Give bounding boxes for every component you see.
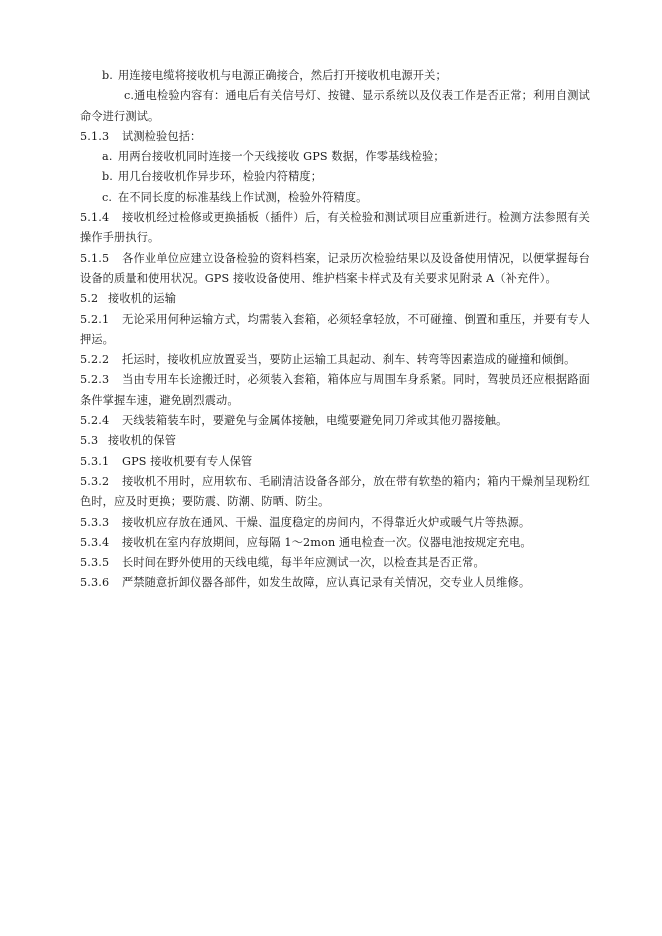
section-5-2-3 <box>80 370 590 411</box>
section-text: 长时间在野外使用的天线电缆，每半年应测试一次，以检查其是否正常。 <box>122 556 485 570</box>
item-5-1-3-a <box>80 147 590 167</box>
section-5-3-5 <box>80 553 590 573</box>
item-5-1-3-c <box>80 188 590 208</box>
section-5-3-3 <box>80 513 590 533</box>
section-5-3-2 <box>80 472 590 513</box>
section-text: 托运时，接收机应放置妥当，要防止运输工具起动、刹车、转弯等因素造成的碰撞和倾倒。 <box>122 353 576 367</box>
item-letter: c. <box>102 190 113 204</box>
section-number: 5.3.5 <box>80 556 110 570</box>
section-5-3-4 <box>80 533 590 553</box>
item-text: 用连接电缆将接收机与电源正确接合，然后打开接收机电源开关； <box>118 69 447 82</box>
section-5-3-6 <box>80 573 590 593</box>
section-number: 5.1.5 <box>80 251 110 265</box>
section-number: 5.1.3 <box>80 129 110 143</box>
section-text: 天线装箱装车时，要避免与金属体接触，电缆要避免同刀斧或其他刃器接触。 <box>122 414 508 428</box>
section-number: 5.3.4 <box>80 535 110 549</box>
section-5-2-1 <box>80 310 590 351</box>
section-number: 5.2 <box>80 292 99 306</box>
item-letter: c. <box>124 89 135 103</box>
item-5-1-3-b <box>80 167 590 187</box>
section-5-3-1 <box>80 452 590 472</box>
item-text: 通电检验内容有：通电后有关信号灯、按键、显示系统以及仪表工作是否正常；利用自测试命令进行测试。 <box>80 89 590 123</box>
item-text: 用两台接收机同时连接一个天线接收 GPS 数据，作零基线检验； <box>118 150 445 164</box>
section-text: 接收机在室内存放期间，应每隔 1～2mon 通电检查一次。仪器电池按规定充电。 <box>122 535 532 549</box>
section-number: 5.2.3 <box>80 373 110 387</box>
section-5-1-4 <box>80 208 590 249</box>
document-body <box>80 66 590 594</box>
section-text: GPS 接收机要有专人保管 <box>122 454 253 468</box>
section-5-2-4 <box>80 411 590 431</box>
section-5-2-2 <box>80 350 590 370</box>
item-letter: a. <box>102 150 113 164</box>
section-text: 无论采用何种运输方式，均需装入套箱，必须轻拿轻放，不可碰撞、倒置和重压，并要有专人押运。 <box>80 312 590 346</box>
section-text: 各作业单位应建立设备检验的资料档案，记录历次检验结果以及设备使用情况，以便掌握每台设备的质量和使用状况。GPS 接收设备使用、维护档案卡样式及有关要求见附录 A（补充件）。 <box>80 251 590 285</box>
section-text: 接收机经过检修或更换插板（插件）后，有关检验和测试项目应重新进行。检测方法参照有关操作手册执行。 <box>80 211 590 245</box>
section-text: 接收机不用时，应用软布、毛刷清洁设备各部分，放在带有软垫的箱内；箱内干燥剂呈现粉红色时，应及时更换；要防震、防潮、防晒、防尘。 <box>80 474 590 509</box>
item-c-power <box>80 86 590 127</box>
item-letter: b. <box>102 69 114 82</box>
section-text: 接收机应存放在通风、干燥、温度稳定的房间内，不得靠近火炉或暖气片等热源。 <box>122 515 531 529</box>
section-text: 试测检验包括： <box>122 129 202 143</box>
section-5-1-3 <box>80 127 590 147</box>
section-5-1-5 <box>80 249 590 290</box>
section-heading: 接收机的保管 <box>108 434 177 448</box>
section-number: 5.2.4 <box>80 414 110 428</box>
section-number: 5.1.4 <box>80 211 110 225</box>
section-number: 5.3.3 <box>80 515 110 529</box>
item-text: 用几台接收机作异步环，检验内符精度； <box>118 170 323 184</box>
item-b-cable <box>80 66 590 86</box>
section-number: 5.3.2 <box>80 474 110 488</box>
item-text: 在不同长度的标准基线上作试测，检验外符精度。 <box>118 190 368 204</box>
section-number: 5.3.1 <box>80 454 110 468</box>
section-5-2-heading <box>80 289 590 309</box>
section-number: 5.3.6 <box>80 576 110 590</box>
item-letter: b. <box>102 170 114 184</box>
section-5-3-heading <box>80 431 590 451</box>
section-heading: 接收机的运输 <box>108 292 177 306</box>
section-text: 严禁随意折卸仪器各部件，如发生故障，应认真记录有关情况，交专业人员维修。 <box>122 576 531 590</box>
section-text: 当由专用车长途搬迁时，必须装入套箱，箱体应与周围车身系紧。同时，驾驶员还应根据路面条件掌握车速，避免剧烈震动。 <box>80 373 590 407</box>
section-number: 5.2.2 <box>80 353 110 367</box>
section-number: 5.2.1 <box>80 312 110 326</box>
section-number: 5.3 <box>80 434 99 448</box>
